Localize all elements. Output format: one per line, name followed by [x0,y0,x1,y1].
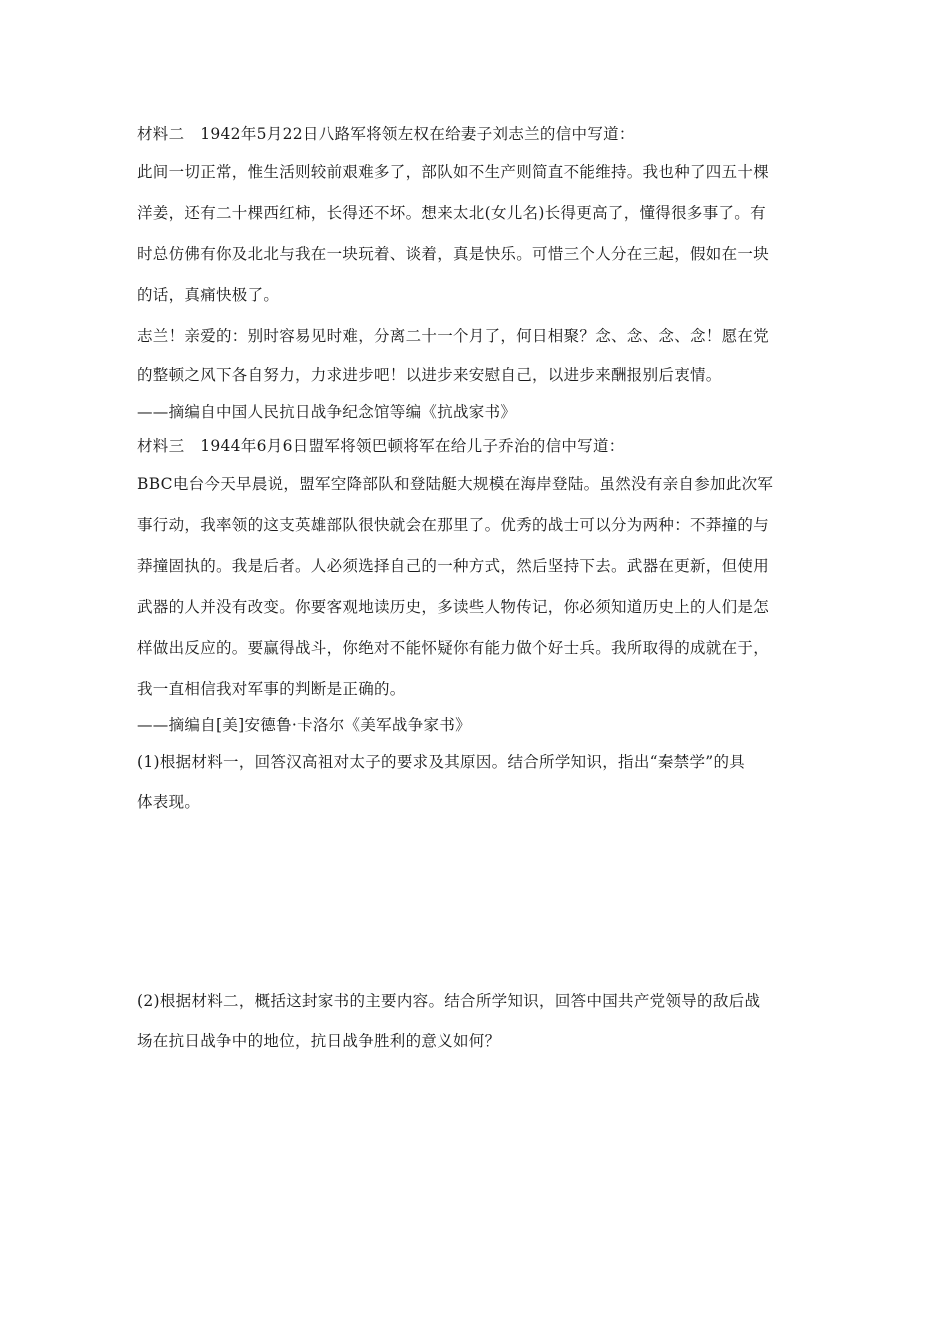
question-two-line: 场在抗日战争中的地位，抗日战争胜利的意义如何？ [137,1032,501,1050]
material-three-source: ——摘编自[美]安德鲁·卡洛尔《美军战争家书》 [137,716,471,734]
material-three-text-line: 武器的人并没有改变。你要客观地读历史，多读些人物传记，你必须知道历史上的人们是怎 [137,598,770,616]
material-two-text-line: 洋姜，还有二十棵西红柿，长得还不坏。想来太北(女儿名)长得更高了，懂得很多事了。有 [137,204,766,222]
material-three-text-line: 莽撞固执的。我是后者。人必须选择自己的一种方式，然后坚持下去。武器在更新，但使用 [137,557,770,575]
material-two-text-line: 的话，真痛快极了。 [137,286,280,304]
question-one-line: (1)根据材料一，回答汉高祖对太子的要求及其原因。结合所学知识，指出“秦禁学”的具 [137,753,746,771]
material-two-heading: 材料二 1942年5月22日八路军将领左权在给妻子刘志兰的信中写道： [137,125,635,143]
material-three-text-line: 事行动，我率领的这支英雄部队很快就会在那里了。优秀的战士可以分为两种：不莽撞的与 [137,516,770,534]
material-two-text-line: 志兰！亲爱的：别时容易见时难，分离二十一个月了，何日相聚？念、念、念、念！愿在党 [137,327,770,345]
material-two-text-line: 的整顿之风下各自努力，力求进步吧！以进步来安慰自己，以进步来酬报别后衷情。 [137,366,722,384]
question-one-line: 体表现。 [137,793,201,811]
material-three-heading: 材料三 1944年6月6日盟军将领巴顿将军在给儿子乔治的信中写道： [137,437,625,455]
material-three-text-line: 样做出反应的。要赢得战斗，你绝对不能怀疑你有能力做个好士兵。我所取得的成就在于， [137,639,770,657]
material-two-source: ——摘编自中国人民抗日战争纪念馆等编《抗战家书》 [137,403,517,421]
material-two-text-line: 此间一切正常，惟生活则较前艰难多了，部队如不生产则简直不能维持。我也种了四五十棵 [137,163,770,181]
material-three-text-line: BBC电台今天早晨说，盟军空降部队和登陆艇大规模在海岸登陆。虽然没有亲自参加此次军 [137,475,774,493]
material-three-text-line: 我一直相信我对军事的判断是正确的。 [137,680,406,698]
material-two-text-line: 时总仿佛有你及北北与我在一块玩着、谈着，真是快乐。可惜三个人分在三起，假如在一块 [137,245,770,263]
question-two-line: (2)根据材料二，概括这封家书的主要内容。结合所学知识，回答中国共产党领导的敌后战 [137,992,761,1010]
